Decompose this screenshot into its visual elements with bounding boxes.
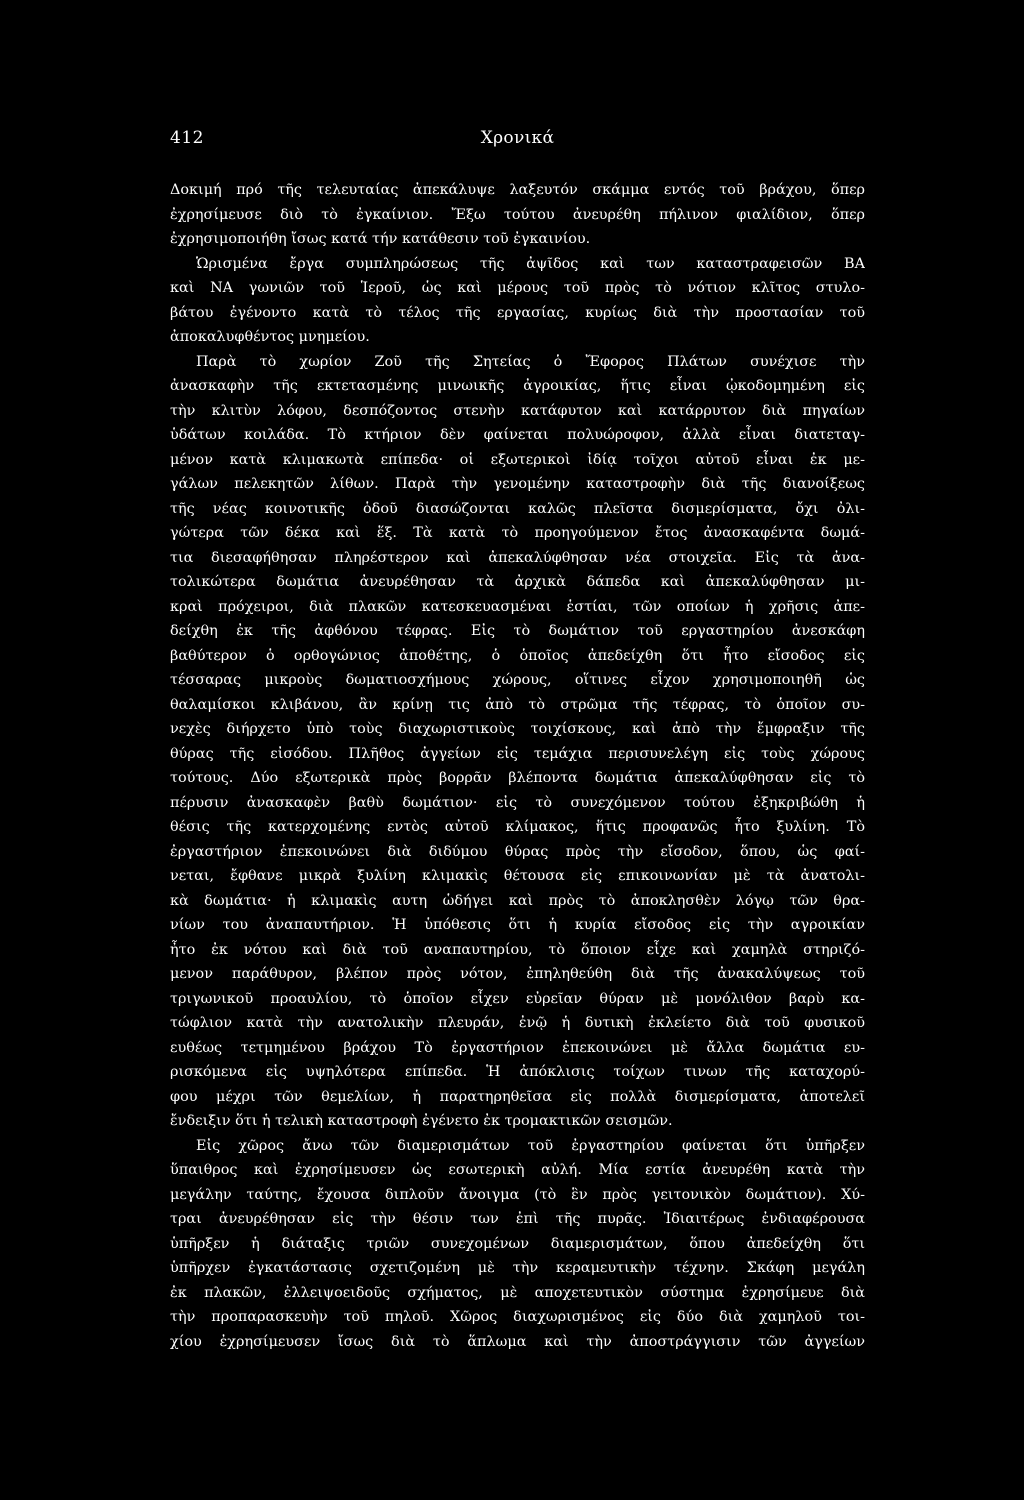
text-line: τῆς νέας κοινοτικῆς ὁδοῦ διασώζονται καλῶς πλεῖστα δισμερίσματα, ὄχι ὀλι- bbox=[170, 500, 865, 517]
text-line: γάλων πελεκητῶν λίθων. Παρὰ τὴν γενομένην καταστροφὴν διὰ τῆς διανοίξεως bbox=[170, 476, 865, 492]
text-line: μεγάλην ταύτης, ἔχουσα διπλοῦν ἄνοιγμα (τὸ ἓν πρὸς γειτονικὸν δωμάτιον). Χύ- bbox=[170, 1186, 865, 1203]
text-line: ὕπαιθρος καὶ ἐχρησίμευσεν ὡς εσωτερικὴ αὐλή. Μία εστία ἀνευρέθη κατὰ τὴν bbox=[170, 1162, 865, 1178]
text-line: ἐχρησίμευσε διὸ τὸ ἐγκαίνιον. Ἔξω τούτου ἀνευρέθη πήλινον φιαλίδιον, ὅπερ bbox=[170, 206, 865, 223]
text-line: μένον κατὰ κλιμακωτὰ επίπεδα· οἱ εξωτερικοὶ ἰδίᾳ τοῖχοι αὐτοῦ εἶναι ἐκ με- bbox=[170, 451, 865, 468]
text-line: Ὡρισμένα ἔργα συμπληρώσεως τῆς ἀψῖδος καὶ των καταστραφεισῶν ΒΑ bbox=[196, 255, 865, 272]
text-line: ἀποκαλυφθέντος μνημείου. bbox=[170, 329, 370, 345]
text-line: τὴν προπαρασκευὴν τοῦ πηλοῦ. Χῶρος διαχωρισμένος εἰς δύο διὰ χαμηλοῦ τοι- bbox=[170, 1309, 865, 1325]
text-line: πέρυσιν ἀνασκαφὲν βαθὺ δωμάτιον· εἰς τὸ συνεχόμενον τούτου ἐξηκριβώθη ἡ bbox=[170, 794, 865, 811]
text-line: βάτου ἐγένοντο κατὰ τὸ τέλος τῆς εργασίας, κυρίως διὰ τὴν προστασίαν τοῦ bbox=[170, 304, 865, 321]
text-line: μενον παράθυρον, βλέπον πρὸς νότον, ἐπηληθεύθη διὰ τῆς ἀνακαλύψεως τοῦ bbox=[170, 966, 865, 982]
text-line: ἐκ πλακῶν, ἐλλειψοειδοῦς σχήματος, μὲ αποχετευτικὸν σύστημα ἐχρησίμευε διὰ bbox=[170, 1284, 865, 1301]
text-line: ευθέως τετμημένου βράχου Τὸ ἐργαστήριον ἐπεκοινώνει μὲ ἄλλα δωμάτια ευ- bbox=[170, 1039, 865, 1056]
text-line: τούτους. Δύο εξωτερικὰ πρὸς βορρᾶν βλέποντα δωμάτια ἀπεκαλύφθησαν εἰς τὸ bbox=[170, 770, 865, 786]
text-line: ἀνασκαφὴν τῆς εκτετασμένης μινωικῆς ἀγροικίας, ἥτις εἶναι ᾠκοδομημένη εἰς bbox=[170, 378, 865, 394]
text-line: θαλαμίσκοι κλιβάνου, ἂν κρίνῃ τις ἀπὸ τὸ στρῶμα τῆς τέφρας, τὸ ὁποῖον συ- bbox=[170, 696, 865, 713]
text-line: δείχθη ἐκ τῆς ἀφθόνου τέφρας. Εἰς τὸ δωμάτιον τοῦ εργαστηρίου ἀνεσκάφη bbox=[170, 623, 865, 639]
text-line: ὑδάτων κοιλάδα. Τὸ κτήριον δὲν φαίνεται πολυώροφον, ἀλλὰ εἶναι διατεταγ- bbox=[170, 427, 865, 443]
text-line: ἦτο ἐκ νότου καὶ διὰ τοῦ αναπαυτηρίου, τὸ ὅποιον εἶχε καὶ χαμηλὰ στηριζό- bbox=[170, 941, 865, 958]
body-text bbox=[170, 178, 865, 1354]
text-line: Παρὰ τὸ χωρίον Ζοῦ τῆς Σητείας ὁ Ἔφορος Πλάτων συνέχισε τὴν bbox=[196, 353, 865, 370]
text-line: χίου ἐχρησίμευσεν ἴσως διὰ τὸ ἅπλωμα καὶ τὴν ἀποστράγγισιν τῶν ἀγγείων bbox=[170, 1333, 865, 1350]
text-line: ὑπῆρξεν ἡ διάταξις τριῶν συνεχομένων διαμερισμάτων, ὅπου ἀπεδείχθη ὅτι bbox=[170, 1235, 865, 1252]
text-line: ἐργαστήριον ἐπεκοινώνει διὰ διδύμου θύρας πρὸς τὴν εἴσοδον, ὅπου, ὡς φαί- bbox=[170, 843, 865, 860]
text-line: νίων του ἀναπαυτήριον. Ἡ ὑπόθεσις ὅτι ἡ κυρία εἴσοδος εἰς τὴν αγροικίαν bbox=[170, 917, 865, 933]
text-line: νεται, ἔφθανε μικρὰ ξυλίνη κλιμακὶς θέτουσα εἰς επικοινωνίαν μὲ τὰ ἀνατολι- bbox=[170, 868, 865, 884]
text-line: θύρας τῆς εἰσόδου. Πλῆθος ἀγγείων εἰς τεμάχια περισυνελέγη εἰς τοὺς χώρους bbox=[170, 745, 865, 762]
text-line: ὑπῆρχεν ἐγκατάστασις σχετιζομένη μὲ τὴν κεραμευτικὴν τέχνην. Σκάφη μεγάλη bbox=[170, 1260, 865, 1276]
text-line: ἔνδειξιν ὅτι ἡ τελικὴ καταστροφὴ ἐγένετο ἐκ τρομακτικῶν σεισμῶν. bbox=[170, 1113, 673, 1129]
text-line: τραι ἀνευρέθησαν εἰς τὴν θέσιν των ἐπὶ τῆς πυρᾶς. Ἰδιαιτέρως ἐνδιαφέρουσα bbox=[170, 1211, 865, 1227]
text-line: φου μέχρι τῶν θεμελίων, ἡ παρατηρηθεῖσα εἰς πολλὰ δισμερίσματα, ἀποτελεῖ bbox=[170, 1088, 865, 1105]
text-line: τριγωνικοῦ προαυλίου, τὸ ὁποῖον εἶχεν εὐρεῖαν θύραν μὲ μονόλιθον βαρὺ κα- bbox=[170, 990, 865, 1007]
text-line: βαθύτερον ὁ ορθογώνιος ἀποθέτης, ὁ ὁποῖος ἀπεδείχθη ὅτι ἦτο εἴσοδος εἰς bbox=[170, 647, 865, 664]
text-line: κὰ δωμάτια· ἡ κλιμακὶς αυτη ὡδήγει καὶ πρὸς τὸ ἀποκλησθὲν λόγῳ τῶν θρα- bbox=[170, 892, 865, 909]
text-line: τὴν κλιτὺν λόφου, δεσπόζοντος στενὴν κατάφυτον καὶ κατάρρυτον διὰ πηγαίων bbox=[170, 402, 865, 419]
page-number: 412 bbox=[170, 128, 204, 148]
text-line: τολικώτερα δωμάτια ἀνευρέθησαν τὰ ἀρχικὰ δάπεδα καὶ ἀπεκαλύφθησαν μι- bbox=[170, 574, 865, 590]
text-line: καὶ ΝΑ γωνιῶν τοῦ Ἱεροῦ, ὡς καὶ μέρους τοῦ πρὸς τὸ νότιον κλῖτος στυλο- bbox=[170, 280, 865, 296]
text-line: νεχὲς διήρχετο ὑπὸ τοὺς διαχωριστικοὺς τοιχίσκους, καὶ ἀπὸ τὴν ἔμφραξιν τῆς bbox=[170, 721, 865, 737]
text-line: τώφλιον κατὰ τὴν ανατολικὴν πλευράν, ἐνῷ ἡ δυτικὴ ἐκλείετο διὰ τοῦ φυσικοῦ bbox=[170, 1015, 865, 1031]
page-header bbox=[170, 128, 865, 158]
text-line: ἐχρησιμοποιήθη ἴσως κατά τήν κατάθεσιν τοῦ ἐγκαινίου. bbox=[170, 231, 591, 247]
text-line: Εἰς χῶρος ἄνω τῶν διαμερισμάτων τοῦ ἐργαστηρίου φαίνεται ὅτι ὑπῆρξεν bbox=[196, 1137, 865, 1154]
text-line: τέσσαρας μικροὺς δωματιοσχήμους χώρους, οἵτινες εἶχον χρησιμοποιηθῆ ὡς bbox=[170, 672, 865, 688]
text-line: Δοκιμή πρό τῆς τελευταίας ἀπεκάλυψε λαξευτόν σκάμμα εντός τοῦ βράχου, ὅπερ bbox=[170, 182, 865, 198]
text-line: ρισκόμενα εἰς υψηλότερα επίπεδα. Ἡ ἀπόκλισις τοίχων τινων τῆς καταχορύ- bbox=[170, 1064, 865, 1080]
text-line: θέσις τῆς κατερχομένης εντὸς αὐτοῦ κλίμακος, ἥτις προφανῶς ἦτο ξυλίνη. Τὸ bbox=[170, 819, 865, 835]
text-line: γώτερα τῶν δέκα καὶ ἕξ. Τὰ κατὰ τὸ προηγούμενον ἔτος ἀνασκαφέντα δωμά- bbox=[170, 525, 865, 541]
text-line: κραὶ πρόχειροι, διὰ πλακῶν κατεσκευασμέναι ἑστίαι, τῶν οποίων ἡ χρῆσις ἀπε- bbox=[170, 598, 865, 615]
running-title: Χρονικά bbox=[480, 128, 555, 148]
text-line: τια διεσαφήθησαν πληρέστερον καὶ ἀπεκαλύφθησαν νέα στοιχεῖα. Εἰς τὰ ἀνα- bbox=[170, 549, 865, 566]
